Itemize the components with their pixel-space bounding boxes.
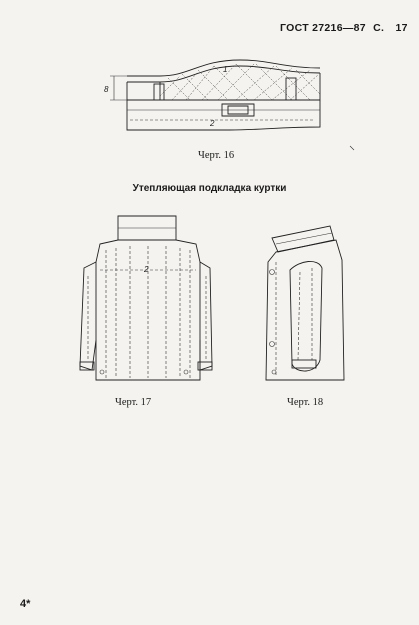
fig16-marker-1: 1 [223,65,228,74]
figure-16-caption: Черт. 16 [198,150,235,161]
page-number: 17 [395,22,408,34]
fig17-marker-2: 2 [144,265,149,274]
standard-number: ГОСТ 27216—87 [280,22,366,34]
sheet-mark: 4* [20,598,31,610]
figure-18-caption: Черт. 18 [287,397,324,408]
section-title: Утепляющая подкладка куртки [132,183,287,194]
page-label: С. [373,22,385,34]
fig16-marker-2: 2 [210,119,215,128]
dimension-8: 8 [104,85,109,94]
figure-17-caption: Черт. 17 [115,397,152,408]
